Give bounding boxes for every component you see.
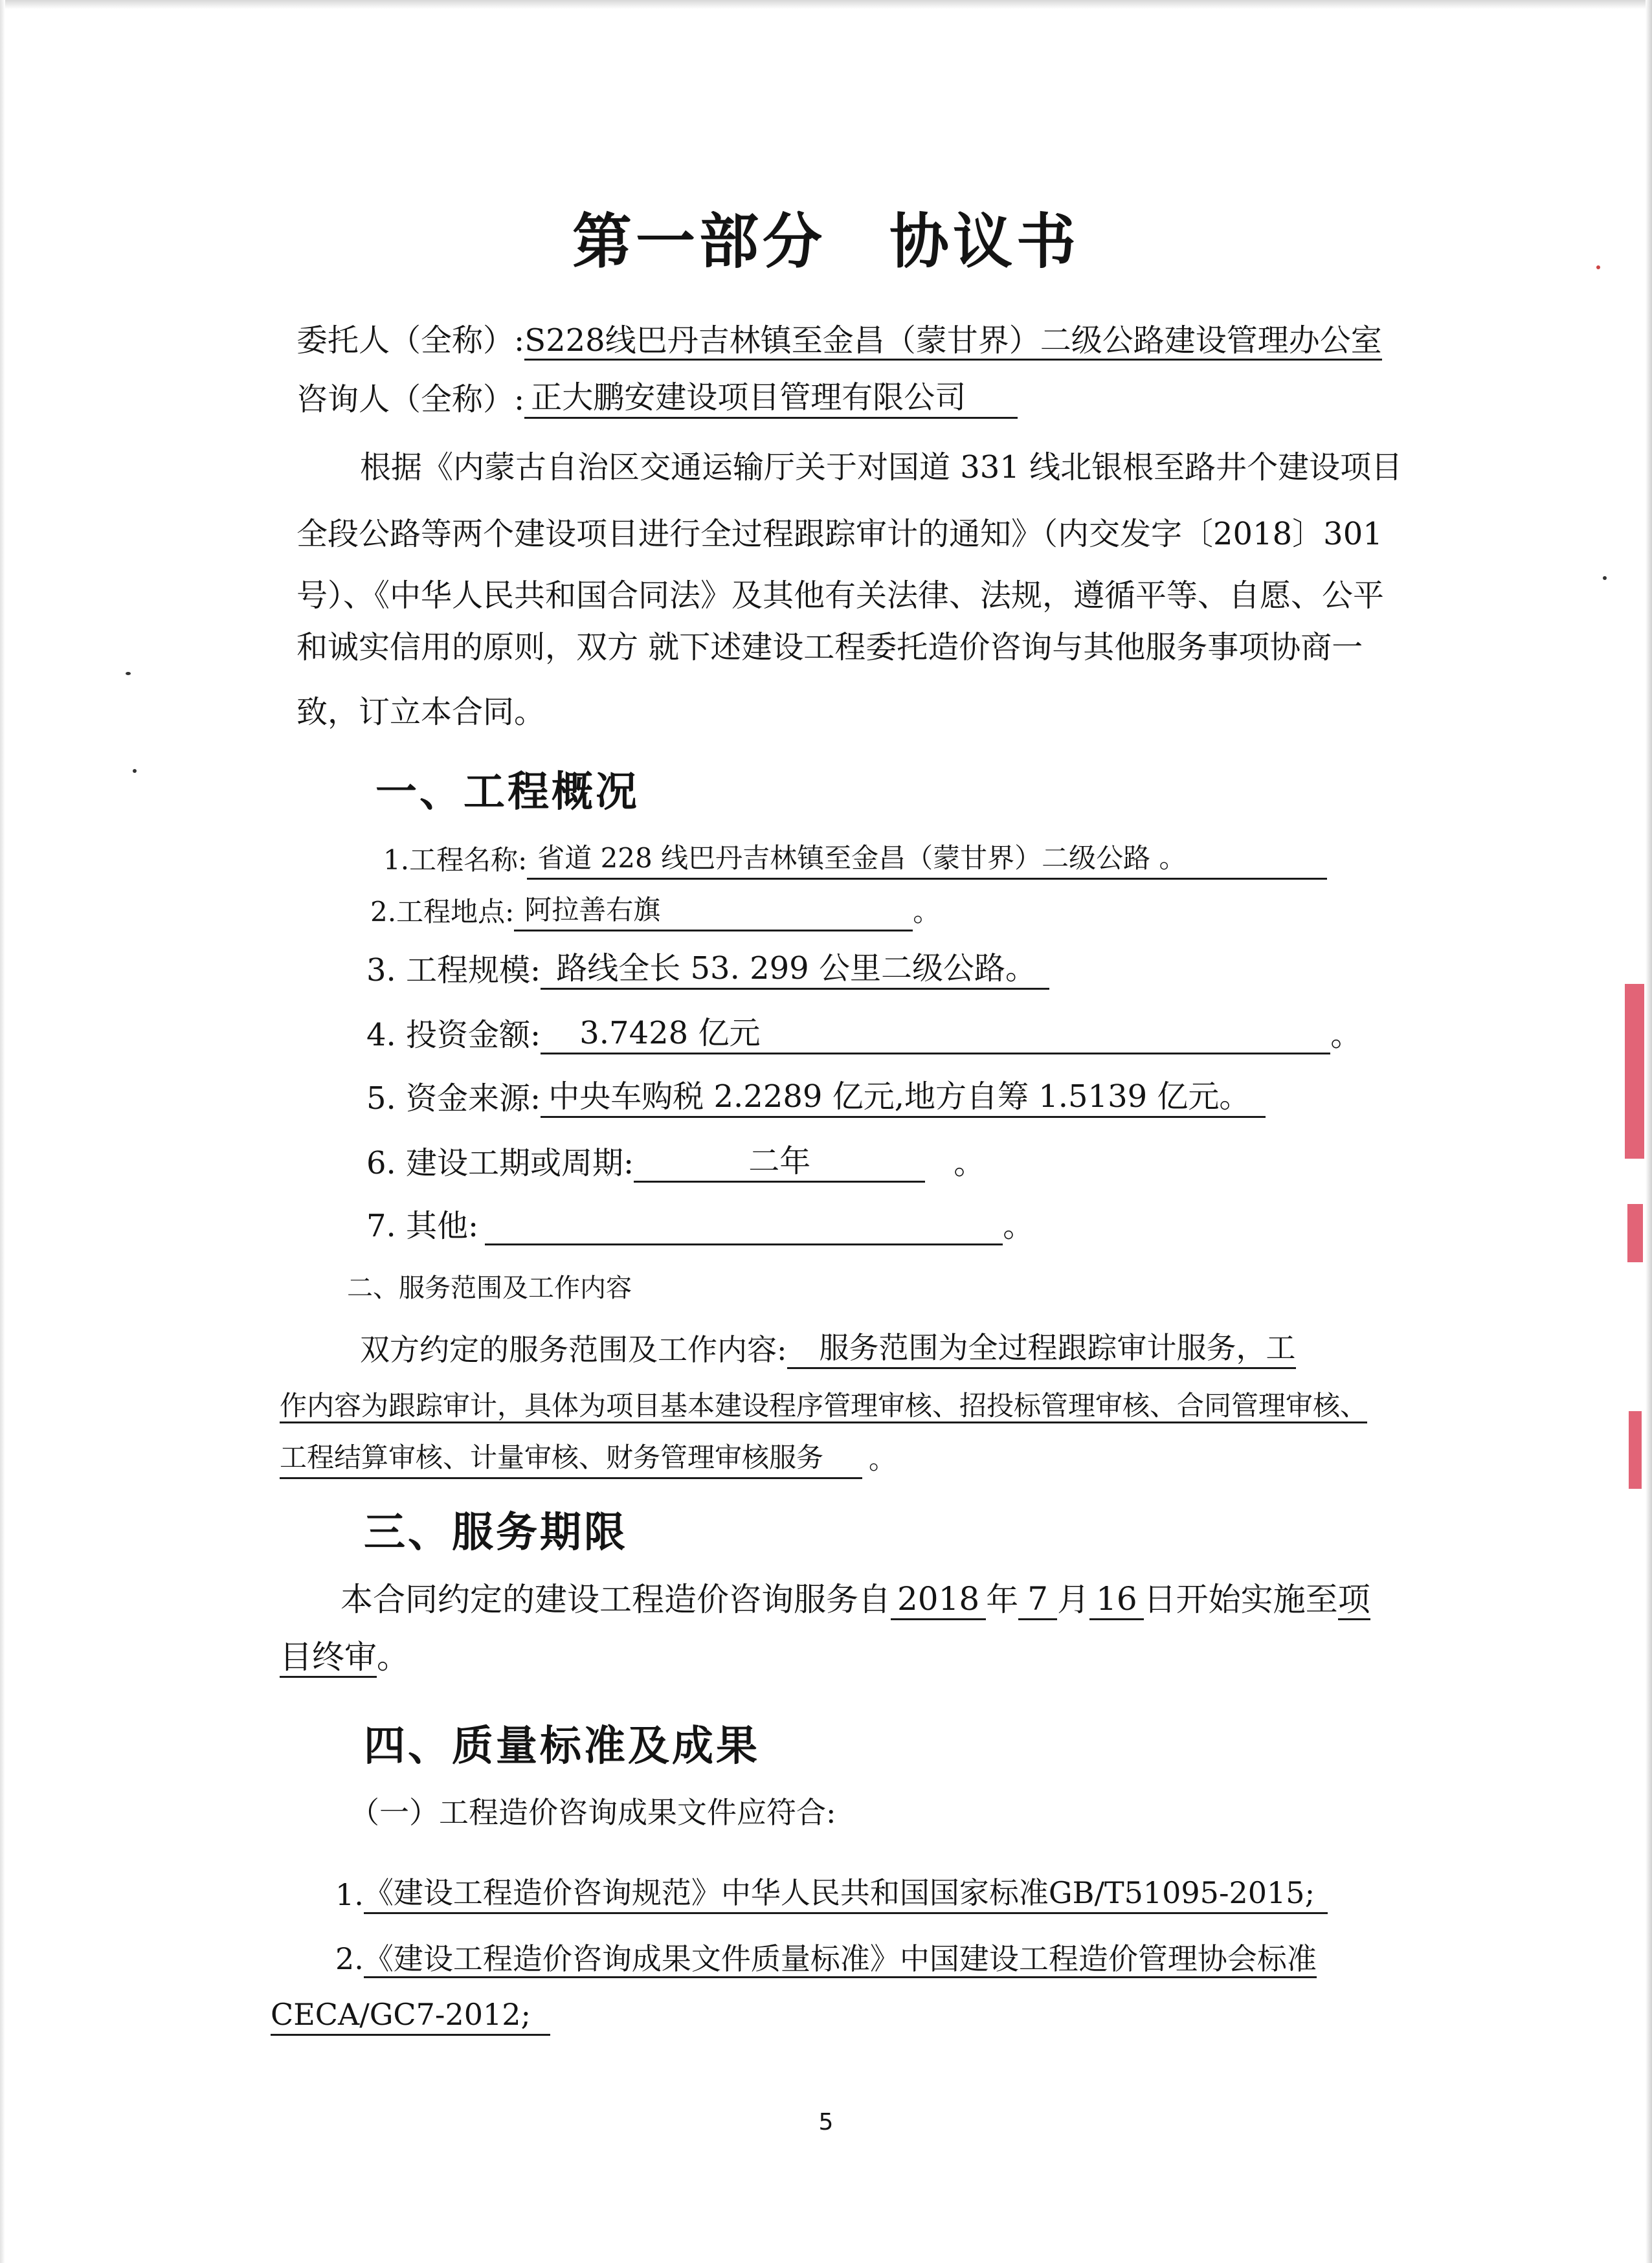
item-label: 6. 建设工期或周期:: [366, 1145, 634, 1181]
section-heading: 二、服务范围及工作内容: [347, 1273, 632, 1303]
construction-period-item: [366, 1142, 985, 1183]
start-day: 16: [1089, 1579, 1144, 1620]
section-heading: 四、质量标准及成果: [364, 1722, 760, 1770]
item-label: 5. 资金来源:: [366, 1080, 541, 1117]
other-item: [366, 1207, 1034, 1245]
seal-fragment: [1627, 1204, 1643, 1262]
service-scope-value: 工程结算审核、计量审核、财务管理审核服务: [280, 1438, 862, 1479]
preamble-line: 根据《内蒙古自治区交通运输厅关于对国道 331 线北银根至路井个建设项目: [360, 449, 1403, 485]
scan-edge-left: [0, 0, 5, 2263]
item-value: 二年: [634, 1142, 925, 1183]
scan-edge-right: [1646, 0, 1652, 2263]
preamble-line: 和诚实信用的原则，双方 就下述建设工程委托造价咨询与其他服务事项协商一: [296, 629, 1363, 665]
item-value: 阿拉善右旗: [514, 891, 913, 931]
standard-item-cont: CECA/GC7-2012;: [271, 1995, 550, 2036]
item-label: 2.工程地点:: [370, 896, 515, 928]
client-line: [296, 321, 1382, 360]
consultant-line: [296, 378, 1018, 419]
item-label: 3. 工程规模:: [366, 952, 541, 988]
quality-intro: （一）工程造价咨询成果文件应符合:: [350, 1795, 836, 1830]
page-title: 第一部分 协议书: [572, 206, 1080, 276]
project-location-item: [370, 891, 940, 931]
page-number: 5: [818, 2109, 834, 2135]
service-scope-line: [360, 1328, 1296, 1369]
scan-speck: [133, 769, 137, 773]
scan-speck: [126, 672, 131, 675]
investment-item: [366, 1014, 1361, 1054]
item-value: 3.7428 亿元: [541, 1014, 1330, 1054]
seal-fragment: [1629, 1411, 1642, 1489]
item-suffix: 。: [954, 1145, 985, 1181]
preamble-line: 致，订立本合同。: [296, 694, 546, 730]
preamble-line: 全段公路等两个建设项目进行全过程跟踪审计的通知》（内交发字〔2018〕301: [296, 516, 1383, 552]
item-label: 4. 投资金额:: [366, 1017, 541, 1053]
other-blank: [485, 1209, 1003, 1245]
consultant-value: 正大鹏安建设项目管理有限公司: [524, 378, 1018, 419]
start-month: 7: [1018, 1579, 1057, 1620]
item-value: 中央车购税 2.2289 亿元,地方自筹 1.5139 亿元。: [541, 1077, 1266, 1118]
item-suffix: 。: [913, 896, 941, 928]
funding-source-item: [366, 1077, 1266, 1118]
preamble-line: 号）、《中华人民共和国合同法》及其他有关法律、法规，遵循平等、自愿、公平: [296, 577, 1385, 614]
client-label: 委托人（全称）:: [296, 322, 525, 359]
service-scope-value: 服务范围为全过程跟踪审计服务，工: [787, 1328, 1296, 1369]
item-value: 路线全长 53. 299 公里二级公路。: [541, 949, 1049, 990]
service-scope-intro: 双方约定的服务范围及工作内容:: [360, 1332, 787, 1367]
section-heading: 一、工程概况: [375, 768, 640, 816]
service-period-line: 本合同约定的建设工程造价咨询服务自 2018 年 7 月 16 日开始实施至项: [340, 1579, 1370, 1620]
service-scope-line: 工程结算审核、计量审核、财务管理审核服务 。: [280, 1438, 896, 1479]
item-label: 7. 其他:: [366, 1208, 479, 1244]
standard-item: 1.《建设工程造价咨询规范》中华人民共和国国家标准GB/T51095-2015;: [335, 1873, 1328, 1914]
project-name-item: [383, 839, 1327, 880]
start-year: 2018: [891, 1579, 986, 1620]
item-label: 1.工程名称:: [383, 844, 528, 876]
section-heading: 三、服务期限: [364, 1508, 628, 1557]
project-scale-item: [366, 949, 1049, 990]
scan-speck: [1603, 576, 1607, 580]
standard-item: 2.《建设工程造价咨询成果文件质量标准》中国建设工程造价管理协会标准: [335, 1939, 1317, 1978]
seal-fragment: [1625, 984, 1644, 1159]
service-period-line: 目终审。: [280, 1638, 409, 1677]
standard-value: 《建设工程造价咨询规范》中华人民共和国国家标准GB/T51095-2015;: [364, 1873, 1328, 1914]
item-value: 省道 228 线巴丹吉林镇至金昌（蒙甘界）二级公路 。: [527, 839, 1327, 880]
item-suffix: 。: [1003, 1208, 1034, 1244]
item-suffix: 。: [1330, 1017, 1362, 1053]
consultant-label: 咨询人（全称）:: [296, 381, 525, 418]
service-scope-line: 作内容为跟踪审计，具体为项目基本建设程序管理审核、招投标管理审核、合同管理审核、: [280, 1387, 1367, 1425]
client-value: S228线巴丹吉林镇至金昌（蒙甘界）二级公路建设管理办公室: [524, 322, 1382, 361]
scan-edge-top: [0, 0, 1652, 9]
